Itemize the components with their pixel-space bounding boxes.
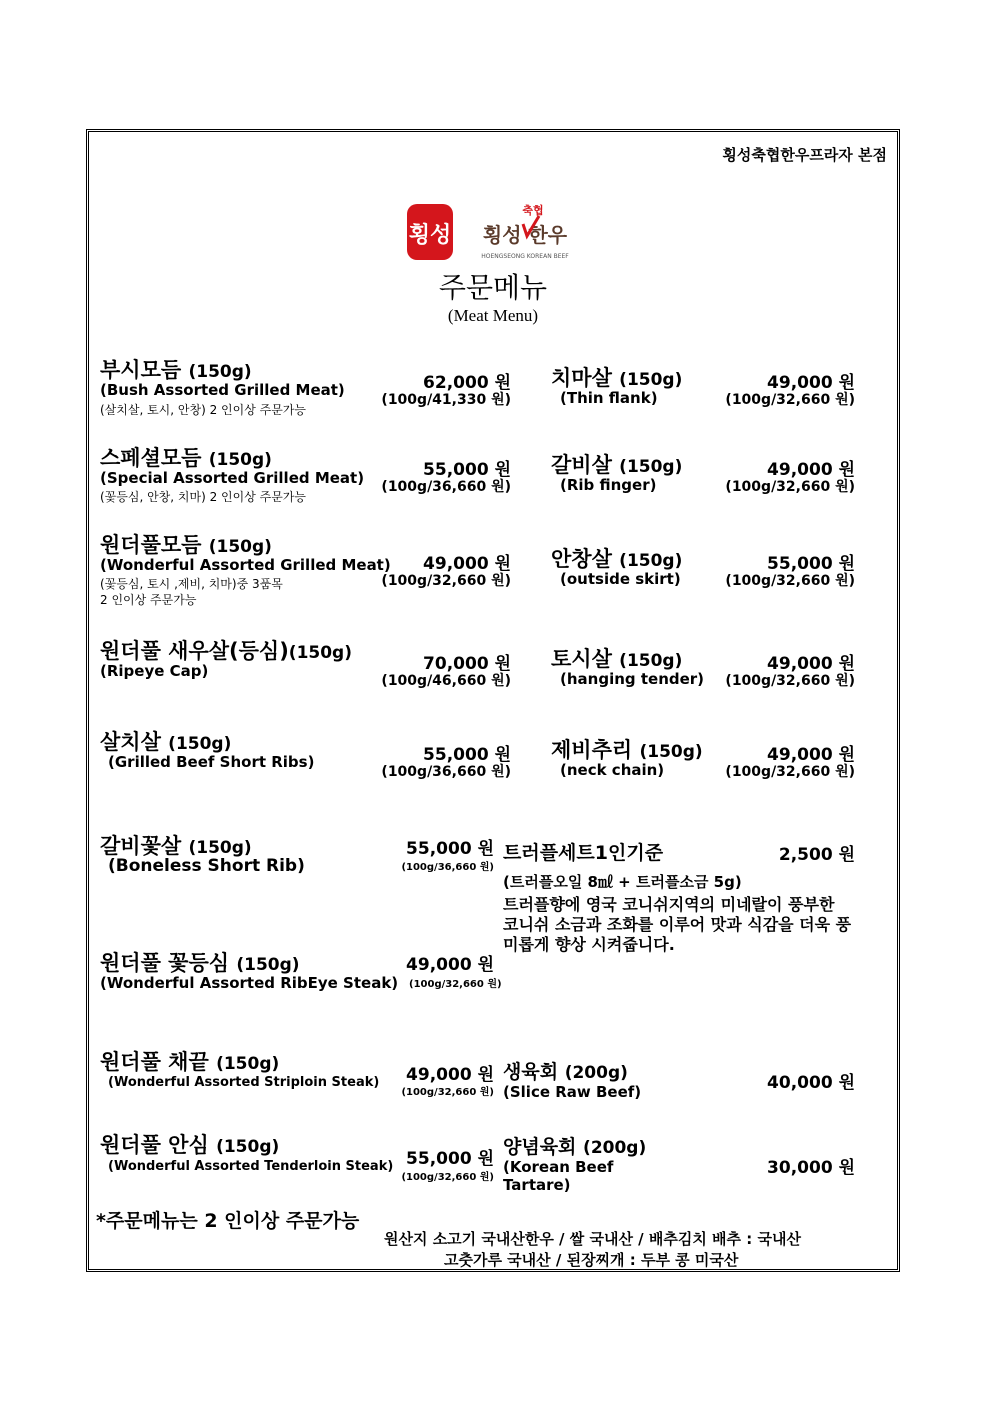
menu-item-per-100g: (100g/32,660 원) [725,392,855,408]
truffle-name: 트러플세트1인기준 [503,842,664,864]
menu-item-price: 55,000 원 [423,460,511,480]
menu-item-name: 원더풀 새우살(등심)(150g) [100,639,352,663]
menu-item-english: (Special Assorted Grilled Meat) [100,469,365,487]
menu-item-price: 55,000 원 [767,554,855,574]
menu-item-per-100g: (100g/32,660 원) [401,1087,494,1098]
menu-item-price: 40,000 원 [767,1073,855,1093]
menu-item-price: 49,000 원 [767,460,855,480]
menu-item-english: (Slice Raw Beef) [503,1083,642,1101]
menu-item-per-100g: (100g/32,660 원) [725,479,855,495]
origin-line-2: 고춧가루 국내산 / 된장찌개 : 두부 콩 미국산 [444,1251,739,1269]
menu-item-price: 30,000 원 [767,1158,855,1178]
menu-item-name: 갈비꽃살 (150g) [100,834,252,858]
menu-item-english: (Wonderful Assorted Tenderloin Steak) [108,1159,394,1174]
menu-item-english: (Bush Assorted Grilled Meat) [100,381,345,399]
menu-item-name: 원더풀 꽃등심 (150g) [100,951,300,975]
menu-item-per-100g: (100g/36,660 원) [401,862,494,873]
menu-item-english: (hanging tender) [560,670,705,688]
menu-item-english: (Wonderful Assorted RibEye Steak) [100,974,399,992]
menu-item-price: 62,000 원 [423,373,511,393]
menu-item-per-100g: (100g/46,660 원) [381,673,511,689]
logo-graphic [405,202,595,264]
menu-item-price: 49,000 원 [406,955,494,975]
menu-item-per-100g: (100g/41,330 원) [381,392,511,408]
menu-item-name: 갈비살 (150g) [551,453,683,477]
order-note: *주문메뉴는 2 인이상 주문가능 [96,1210,360,1232]
menu-item-english: (Ripeye Cap) [100,662,209,680]
menu-item-english: (Grilled Beef Short Ribs) [108,753,315,771]
menu-item-name: 생육회 (200g) [503,1061,628,1083]
menu-item-price: 70,000 원 [423,654,511,674]
logo-brand-main: 횡성 한우 [482,223,568,247]
menu-item-name: 살치살 (150g) [100,730,232,754]
logo-brand-small: 축협 [522,204,544,217]
logo-english: HOENGSEONG KOREAN BEEF [481,253,569,260]
menu-item-english-2: Tartare) [503,1176,571,1194]
menu-item-note: (꽃등심, 토시 ,제비, 치마)중 3품목 [100,577,283,591]
menu-item-price: 49,000 원 [406,1065,494,1085]
menu-item-price: 49,000 원 [767,373,855,393]
menu-item-per-100g: (100g/32,660 원) [381,573,511,589]
menu-item-english: (Thin flank) [560,389,658,407]
menu-item-per-100g: (100g/32,660 원) [401,1172,494,1183]
menu-frame [86,129,900,1272]
menu-item-price: 49,000 원 [767,745,855,765]
truffle-price: 2,500 원 [778,845,855,865]
menu-item-price: 49,000 원 [423,554,511,574]
menu-item-price: 55,000 원 [406,1149,494,1169]
menu-item-name: 부시모듬 (150g) [100,358,252,382]
menu-item-per-100g: (100g/36,660 원) [381,764,511,780]
menu-item-english: (outside skirt) [560,570,681,588]
store-name: 횡성축협한우프라자 본점 [722,146,887,164]
menu-item-name: 원더풀모듬 (150g) [100,533,272,557]
menu-item-english: (neck chain) [560,761,665,779]
menu-item-per-100g: (100g/32,660 원) [725,673,855,689]
menu-item-per-100g: (100g/36,660 원) [381,479,511,495]
menu-item-english: (Boneless Short Rib) [108,856,305,876]
menu-item-price: 55,000 원 [406,839,494,859]
truffle-description: 트러플향에 영국 코니쉬지역의 미네랄이 풍부한 코니쉬 소금과 조화를 이루어 맛과 식감을 더욱 풍미롭게 향상 시켜줍니다. [503,895,852,954]
menu-item-note: (꽃등심, 안창, 치마) 2 인이상 주문가능 [100,490,306,504]
menu-item-english: (Rib finger) [560,476,657,494]
menu-item-name: 스페셜모듬 (150g) [100,446,272,470]
menu-item-name: 토시살 (150g) [551,647,683,671]
menu-item-note-2: 2 인이상 주문가능 [100,593,197,607]
menu-item-name: 원더풀 채끝 (150g) [100,1050,280,1074]
logo-mark-text: 횡성 [408,223,452,248]
origin-line-1: 원산지 소고기 국내산한우 / 쌀 국내산 / 배추김치 배추 : 국내산 [384,1230,801,1248]
brand-logo [405,202,595,264]
menu-item-name: 제비추리 (150g) [551,738,703,762]
menu-item-per-100g: (100g/32,660 원) [725,764,855,780]
menu-item-note: (살치살, 토시, 안창) 2 인이상 주문가능 [100,403,306,417]
menu-item-price: 55,000 원 [423,745,511,765]
menu-item-name: 안창살 (150g) [551,547,683,571]
truffle-contents: (트러플오일 8㎖ + 트러플소금 5g) [503,873,742,891]
menu-subtitle: (Meat Menu) [447,306,539,325]
menu-item-price: 49,000 원 [767,654,855,674]
menu-item-per-100g: (100g/32,660 원) [725,573,855,589]
menu-item-name: 양념육회 (200g) [503,1136,647,1158]
menu-item-name: 원더풀 안심 (150g) [100,1133,280,1157]
menu-title: 주문메뉴 [438,271,548,304]
menu-item-name: 치마살 (150g) [551,366,683,390]
menu-item-english: (Wonderful Assorted Grilled Meat) [100,556,391,574]
menu-item-english: (Korean Beef [503,1158,614,1176]
menu-item-per-100g: (100g/32,660 원) [409,979,502,990]
menu-item-english: (Wonderful Assorted Striploin Steak) [108,1075,380,1090]
